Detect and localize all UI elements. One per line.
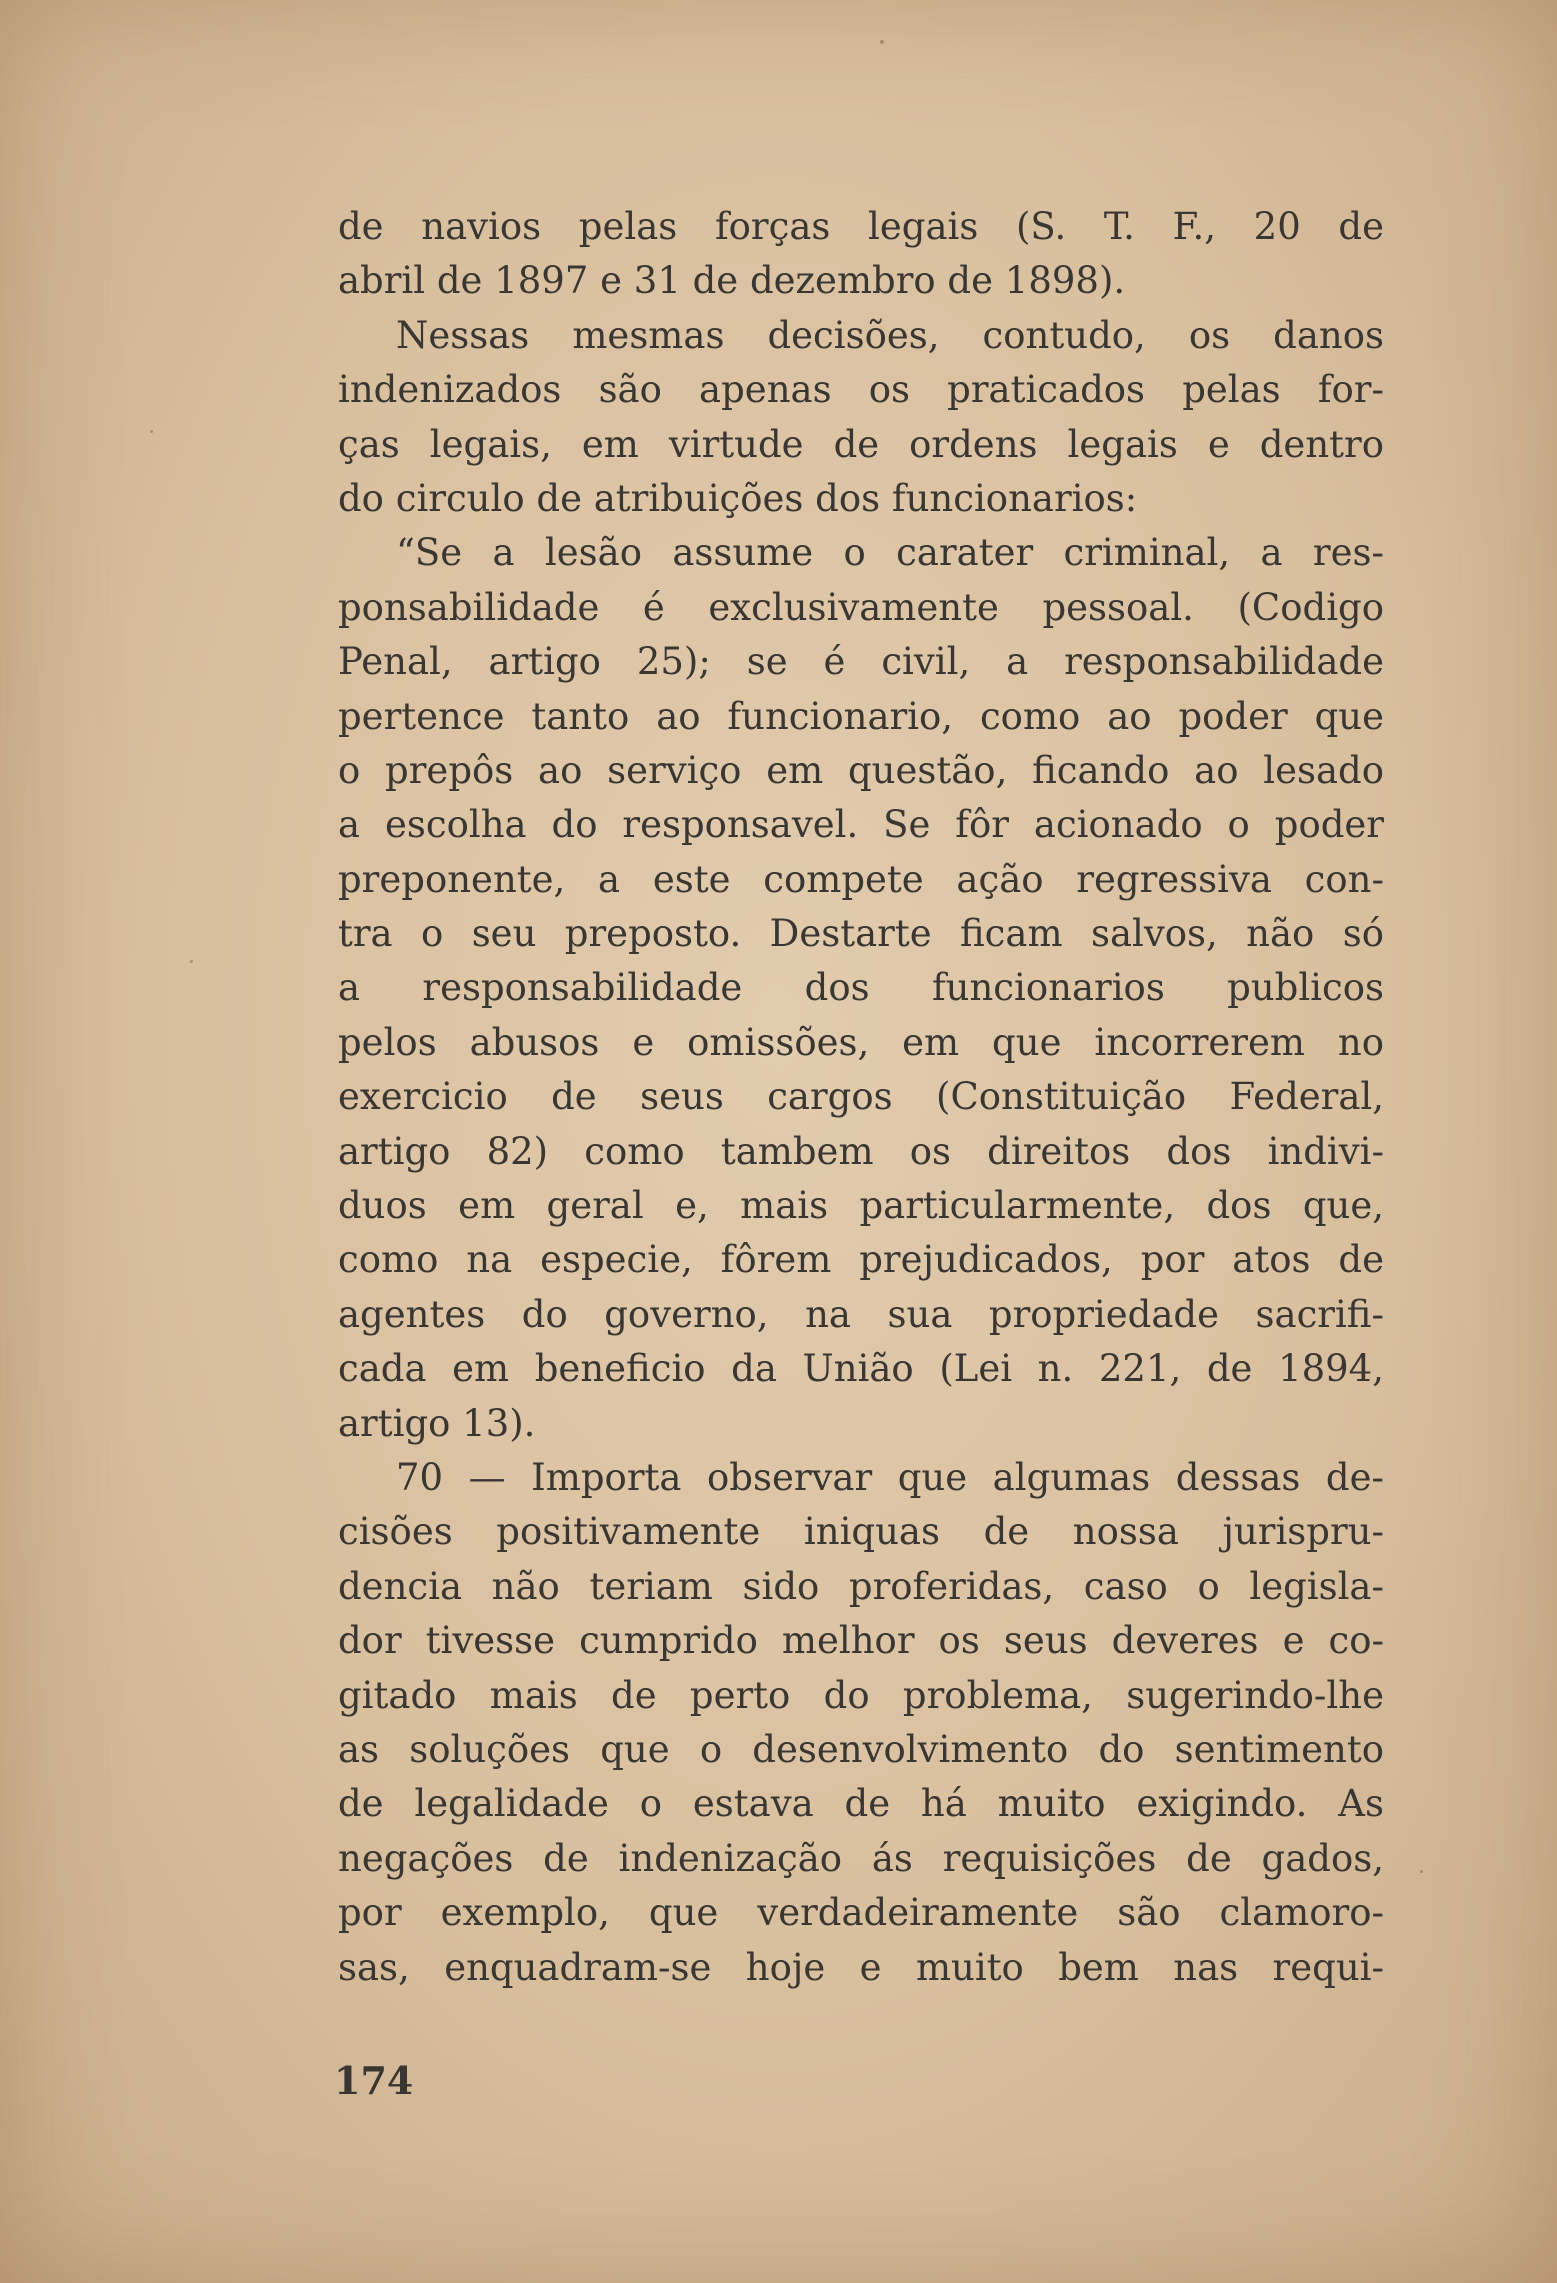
text-line: de navios pelas forças legais (S. T. F., 20 de: [338, 205, 1384, 248]
text-line: a responsabilidade dos funcionarios publicos: [338, 966, 1384, 1010]
text-line: abril de 1897 e 31 de dezembro de 1898).: [338, 259, 1126, 303]
text-line: negações de indenização ás requisições de gados,: [338, 1836, 1384, 1880]
text-line: ças legais, em virtude de ordens legais e dentro: [338, 422, 1384, 466]
text-line: as soluções que o desenvolvimento do sentimento: [338, 1727, 1384, 1771]
text-line: dencia não teriam sido proferidas, caso o legisla-: [338, 1564, 1384, 1608]
paper-speck: [150, 430, 153, 433]
text-line: de legalidade o estava de há muito exigindo. As: [338, 1782, 1384, 1826]
text-line: 70 — Importa observar que algumas dessas de-: [396, 1455, 1384, 1499]
text-line: gitado mais de perto do problema, sugerindo-lhe: [338, 1673, 1384, 1717]
text-line: como na especie, fôrem prejudicados, por atos de: [338, 1238, 1384, 1282]
text-line: duos em geral e, mais particularmente, dos que,: [338, 1184, 1384, 1228]
text-line: tra o seu preposto. Destarte ficam salvos, não só: [338, 912, 1384, 956]
text-line: sas, enquadram-se hoje e muito bem nas requi-: [338, 1945, 1384, 1989]
text-line: ponsabilidade é exclusivamente pessoal. (Codigo: [338, 585, 1384, 629]
body-text: [338, 200, 1384, 1995]
text-line: preponente, a este compete ação regressiva con-: [338, 857, 1384, 901]
text-line: Nessas mesmas decisões, contudo, os danos: [396, 313, 1384, 357]
text-line: “Se a lesão assume o carater criminal, a res-: [396, 531, 1384, 575]
paper-speck: [1420, 1870, 1423, 1873]
text-line: pertence tanto ao funcionario, como ao poder que: [338, 694, 1384, 738]
text-line: artigo 13).: [338, 1401, 536, 1445]
paper-speck: [880, 40, 884, 44]
text-line: por exemplo, que verdadeiramente são clamoro-: [338, 1891, 1384, 1935]
page-number: 174: [334, 2058, 414, 2103]
text-line: do circulo de atribuições dos funcionarios:: [338, 476, 1138, 520]
paper-speck: [190, 960, 193, 963]
text-line: cisões positivamente iniquas de nossa jurispru-: [338, 1510, 1384, 1554]
text-line: cada em beneficio da União (Lei n. 221, de 1894,: [338, 1347, 1384, 1391]
text-line: o prepôs ao serviço em questão, ficando ao lesado: [338, 748, 1384, 792]
text-line: dor tivesse cumprido melhor os seus deveres e co-: [338, 1619, 1384, 1663]
text-line: Penal, artigo 25); se é civil, a responsabilidade: [338, 640, 1384, 684]
text-line: agentes do governo, na sua propriedade sacrifi-: [338, 1292, 1384, 1336]
text-line: a escolha do responsavel. Se fôr acionado o poder: [338, 803, 1384, 847]
text-line: pelos abusos e omissões, em que incorrerem no: [338, 1020, 1384, 1064]
text-line: exercicio de seus cargos (Constituição Federal,: [338, 1075, 1384, 1119]
text-line: indenizados são apenas os praticados pelas for-: [338, 368, 1384, 412]
text-line: artigo 82) como tambem os direitos dos indivi-: [338, 1129, 1384, 1173]
